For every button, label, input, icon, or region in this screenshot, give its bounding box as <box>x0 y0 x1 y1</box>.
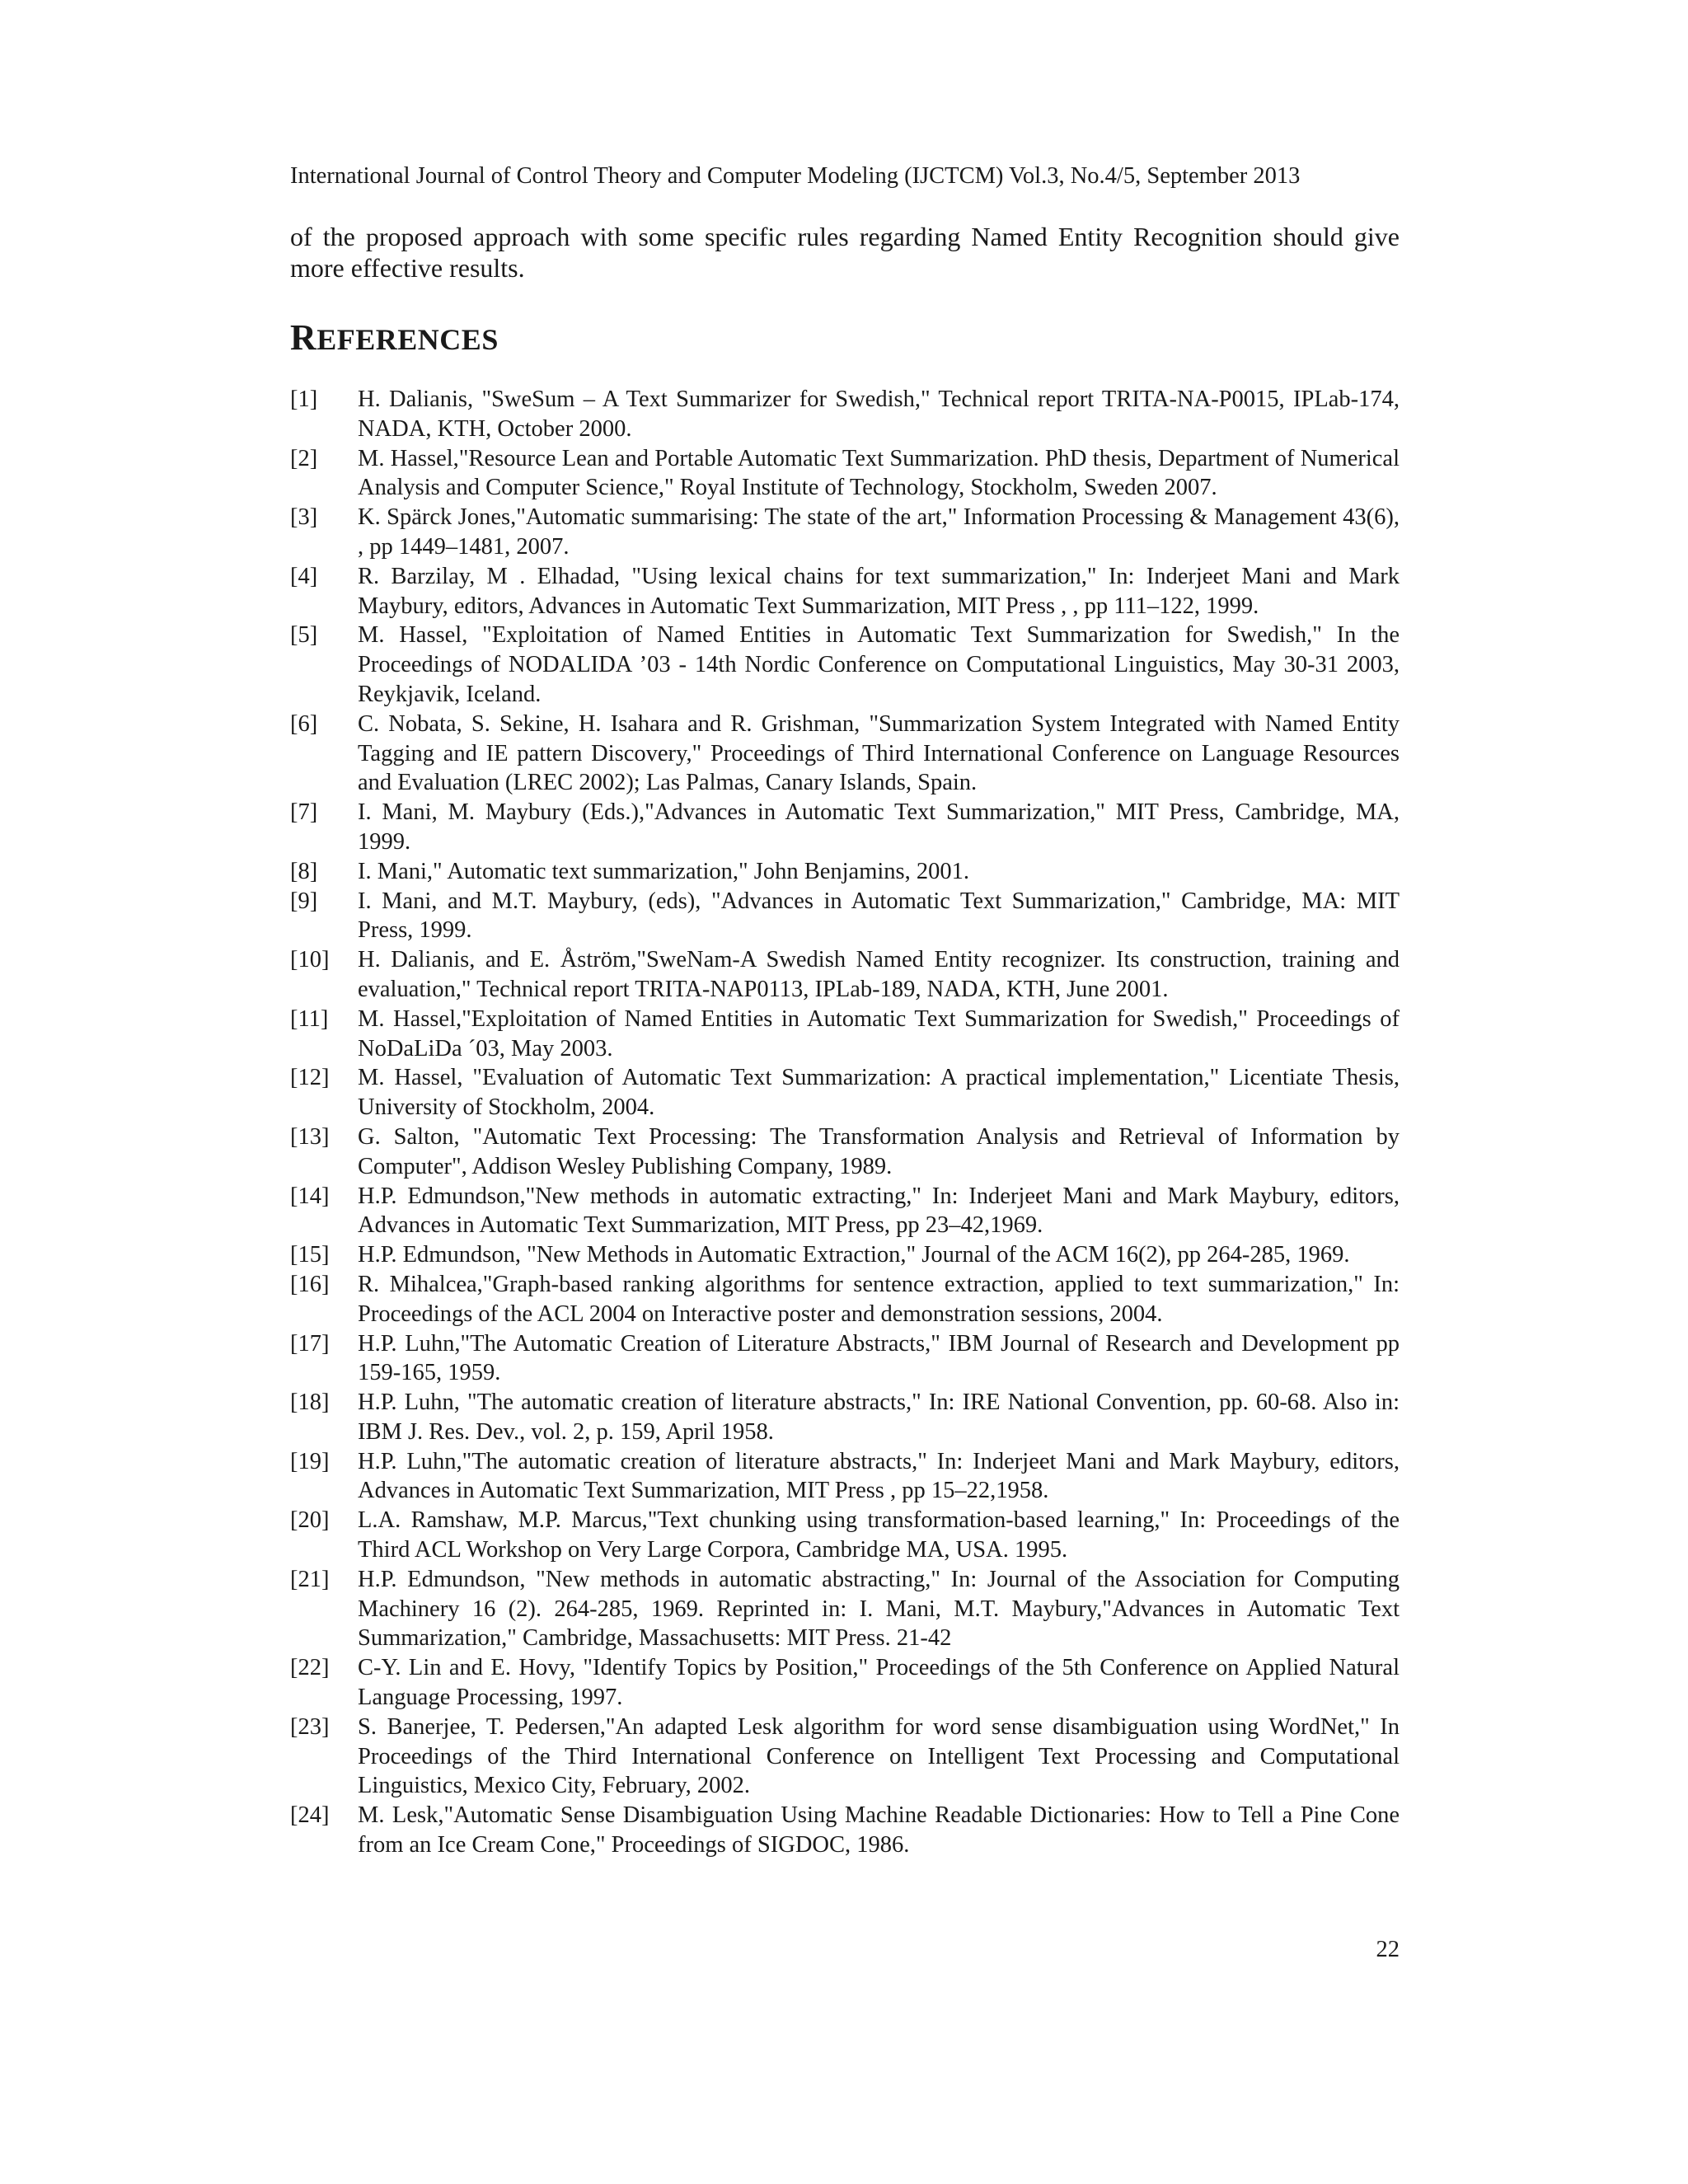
reference-item <box>290 1270 1400 1329</box>
reference-text: K. Spärck Jones,"Automatic summarising: The state of the art," Information Processing & Management 43(6), , pp 1449–1481, 2007. <box>358 504 1400 560</box>
reference-text: H.P. Edmundson, "New Methods in Automatic Extraction," Journal of the ACM 16(2), pp 264-285, 1969. <box>358 1242 1350 1268</box>
reference-number: [9] <box>290 888 318 914</box>
reference-text: H.P. Luhn,"The automatic creation of literature abstracts," In: Inderjeet Mani and Mark Maybury, editors, Advances in Automatic Text Summarization, MIT Press , pp 15–22,1958. <box>358 1448 1400 1504</box>
reference-text: M. Hassel,"Resource Lean and Portable Automatic Text Summarization. PhD thesis, Department of Numerical Analysis and Computer Science," Royal Institute of Technology, Stockholm, Sweden 2007. <box>358 445 1400 501</box>
reference-number: [22] <box>290 1655 330 1681</box>
reference-text: I. Mani, M. Maybury (Eds.),"Advances in Automatic Text Summarization," MIT Press, Cambridge, MA, 1999. <box>358 799 1400 855</box>
reference-item <box>290 385 1400 444</box>
reference-item <box>290 798 1400 857</box>
reference-item <box>290 1801 1400 1860</box>
reference-number: [5] <box>290 622 318 649</box>
reference-text: H. Dalianis, and E. Åström,"SweNam-A Swedish Named Entity recognizer. Its construction, training and evaluation," Technical report TRITA-NAP0113, IPLab-189, NADA, KTH, June 2001. <box>358 947 1400 1002</box>
reference-number: [6] <box>290 710 318 737</box>
reference-item <box>290 1329 1400 1389</box>
reference-number: [7] <box>290 799 318 826</box>
journal-header: International Journal of Control Theory and Computer Modeling (IJCTCM) Vol.3, No.4/5, September 2013 <box>290 163 1301 189</box>
reference-number: [4] <box>290 563 318 589</box>
reference-number: [10] <box>290 947 330 973</box>
reference-number: [23] <box>290 1713 330 1740</box>
reference-text: R. Barzilay, M . Elhadad, "Using lexical chains for text summarization," In: Inderjeet Mani and Mark Maybury, editors, Advances in Automatic Text Summarization, MIT Press , , pp 111–122, 1999. <box>358 563 1400 619</box>
reference-item <box>290 1005 1400 1064</box>
reference-text: H. Dalianis, "SweSum – A Text Summarizer for Swedish," Technical report TRITA-NA-P0015, IPLab-174, NADA, KTH, October 2000. <box>358 387 1400 442</box>
reference-number: [24] <box>290 1802 330 1829</box>
reference-item <box>290 1713 1400 1801</box>
reference-text: H.P. Luhn, "The automatic creation of literature abstracts," In: IRE National Convention, pp. 60-68. Also in: IBM J. Res. Dev., vol. 2, p. 159, April 1958. <box>358 1390 1400 1445</box>
reference-item <box>290 1565 1400 1653</box>
reference-text: H.P. Luhn,"The Automatic Creation of Literature Abstracts," IBM Journal of Research and Development pp 159-165, 1959. <box>358 1330 1400 1386</box>
reference-number: [12] <box>290 1065 330 1091</box>
reference-number: [15] <box>290 1242 330 1268</box>
references-heading <box>290 317 499 358</box>
reference-item <box>290 1447 1400 1507</box>
reference-text: H.P. Edmundson, "New methods in automatic abstracting," In: Journal of the Association for Computing Machinery 16 (2). 264-285, 1969. Reprinted in: I. Mani, M.T. Maybury,"Advances in Automatic Text Summarization," Cambridge, Massachusetts: MIT Press. 21-42 <box>358 1566 1400 1652</box>
reference-text: M. Hassel,"Exploitation of Named Entities in Automatic Text Summarization for Swedish," Proceedings of NoDaLiDa ´03, May 2003. <box>358 1005 1400 1062</box>
reference-item <box>290 1122 1400 1182</box>
reference-item <box>290 1240 1400 1270</box>
reference-text: L.A. Ramshaw, M.P. Marcus,"Text chunking using transformation-based learning," In: Proceedings of the Third ACL Workshop on Very Large Corpora, Cambridge MA, USA. 1995. <box>358 1507 1400 1563</box>
reference-item <box>290 1506 1400 1565</box>
references-heading-initial: R <box>290 317 317 358</box>
reference-number: [17] <box>290 1330 330 1357</box>
reference-text: H.P. Edmundson,"New methods in automatic extracting," In: Inderjeet Mani and Mark Maybury, editors, Advances in Automatic Text Summarization, MIT Press, pp 23–42,1969. <box>358 1183 1400 1239</box>
reference-number: [1] <box>290 387 318 412</box>
reference-number: [2] <box>290 445 318 471</box>
reference-item <box>290 562 1400 621</box>
reference-number: [18] <box>290 1390 330 1416</box>
references-list <box>290 385 1400 1860</box>
references-heading-rest: EFERENCES <box>316 323 499 356</box>
reference-text: C-Y. Lin and E. Hovy, "Identify Topics by Position," Proceedings of the 5th Conference on Applied Natural Language Processing, 1997. <box>358 1655 1400 1711</box>
reference-number: [13] <box>290 1123 330 1150</box>
reference-number: [14] <box>290 1183 330 1209</box>
reference-item <box>290 1388 1400 1447</box>
reference-text: I. Mani," Automatic text summarization," John Benjamins, 2001. <box>358 858 970 884</box>
reference-item <box>290 945 1400 1005</box>
reference-number: [3] <box>290 504 318 531</box>
reference-text: I. Mani, and M.T. Maybury, (eds), "Advances in Automatic Text Summarization," Cambridge, MA: MIT Press, 1999. <box>358 888 1400 944</box>
reference-number: [8] <box>290 858 318 884</box>
reference-item <box>290 1063 1400 1122</box>
reference-item <box>290 444 1400 504</box>
reference-item <box>290 857 1400 887</box>
reference-number: [20] <box>290 1507 330 1534</box>
reference-item <box>290 887 1400 946</box>
reference-item <box>290 621 1400 709</box>
reference-item <box>290 503 1400 562</box>
reference-text: S. Banerjee, T. Pedersen,"An adapted Lesk algorithm for word sense disambiguation using WordNet," In Proceedings of the Third International Conference on Intelligent Text Processing and Computational Linguistics, Mexico City, February, 2002. <box>358 1713 1400 1799</box>
reference-number: [19] <box>290 1448 330 1474</box>
page-number: 22 <box>1376 1937 1400 1962</box>
intro-paragraph: of the proposed approach with some specific rules regarding Named Entity Recognition should give more effective results. <box>290 222 1400 283</box>
reference-text: M. Hassel, "Evaluation of Automatic Text Summarization: A practical implementation," Licentiate Thesis, University of Stockholm, 2004. <box>358 1065 1400 1121</box>
reference-item <box>290 710 1400 798</box>
reference-number: [21] <box>290 1566 330 1592</box>
reference-number: [11] <box>290 1005 329 1032</box>
reference-text: C. Nobata, S. Sekine, H. Isahara and R. Grishman, "Summarization System Integrated with Named Entity Tagging and IE pattern Discovery," Proceedings of Third International Conference on Language Resources and Evaluation (LREC 2002); Las Palmas, Canary Islands, Spain. <box>358 710 1400 796</box>
reference-text: M. Lesk,"Automatic Sense Disambiguation Using Machine Readable Dictionaries: How to Tell a Pine Cone from an Ice Cream Cone," Proceedings of SIGDOC, 1986. <box>358 1802 1400 1858</box>
reference-item <box>290 1182 1400 1241</box>
reference-item <box>290 1653 1400 1713</box>
reference-number: [16] <box>290 1271 330 1297</box>
reference-text: M. Hassel, "Exploitation of Named Entities in Automatic Text Summarization for Swedish," In the Proceedings of NODALIDA ’03 - 14th Nordic Conference on Computational Linguistics, May 30-31 2003, Reykjavik, Iceland. <box>358 622 1400 707</box>
reference-text: R. Mihalcea,"Graph-based ranking algorithms for sentence extraction, applied to text summarization," In: Proceedings of the ACL 2004 on Interactive poster and demonstration sessions, 2004. <box>358 1271 1400 1327</box>
reference-text: G. Salton, "Automatic Text Processing: The Transformation Analysis and Retrieval of Information by Computer", Addison Wesley Publishing Company, 1989. <box>358 1123 1400 1179</box>
